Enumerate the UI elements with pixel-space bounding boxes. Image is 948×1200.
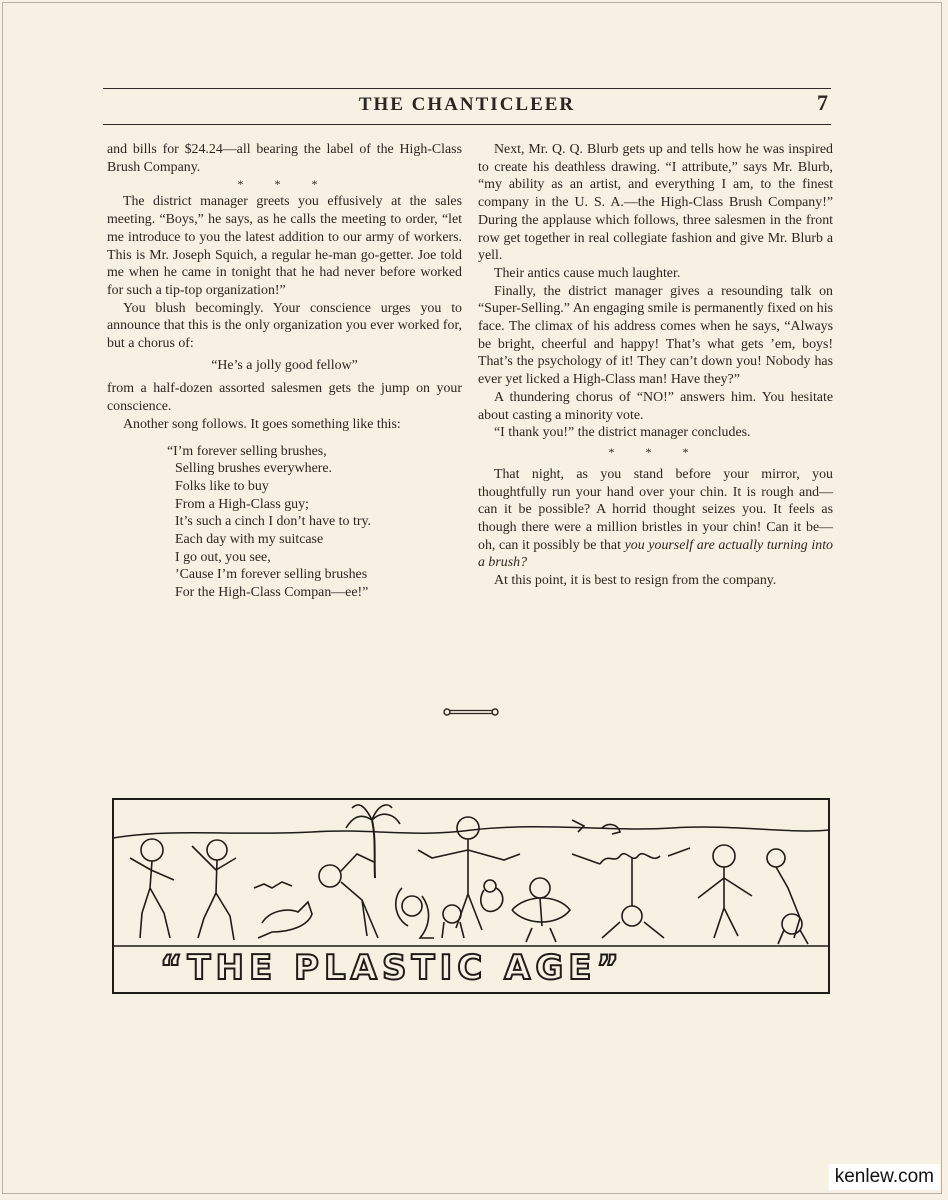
poem-line: Folks like to buy <box>175 478 269 494</box>
left-paragraph-3: You blush becomingly. Your conscience urges you to announce that this is the only organization you ever worked for, but a chorus of: <box>107 300 462 352</box>
right-paragraph-2: Their antics cause much laughter. <box>494 265 681 281</box>
ornamental-divider-icon <box>443 706 499 718</box>
watermark: kenlew.com <box>829 1164 940 1190</box>
poem-line: ’Cause I’m forever selling brushes <box>175 567 368 583</box>
poem-line: For the High-Class Compan—ee!” <box>175 585 369 601</box>
header-rule-bottom <box>103 124 831 125</box>
right-paragraph-4: A thundering chorus of “NO!” answers him. You hesitate about casting a minority vote. <box>478 389 833 423</box>
palm-tree-icon <box>346 805 400 878</box>
right-column <box>478 141 833 590</box>
right-paragraph-7: At this point, it is best to resign from the company. <box>494 573 777 589</box>
poem-line: From a High-Class guy; <box>175 496 309 512</box>
left-column <box>107 141 462 602</box>
poem-line: “I’m forever selling brushes, <box>167 443 327 459</box>
song-quote: “He’s a jolly good fellow” <box>211 357 358 373</box>
poem-line: It’s such a cinch I don’t have to try. <box>175 514 371 530</box>
right-paragraph-6 <box>478 466 833 572</box>
left-paragraph-5: Another song follows. It goes something like this: <box>123 416 401 432</box>
right-paragraph-1: Next, Mr. Q. Q. Blurb gets up and tells how he was inspired to create his deathless drawing. “I attribute,” says Mr. Blurb, “my ability as an artist, and everything I am, to the finest company in the U. S. A.—the High-Class Brush Company!” During the applause which follows, three salesmen in the front row get together in real collegiate fashion and give Mr. Blurb a yell. <box>478 142 833 264</box>
right-paragraph-3: Finally, the district manager gives a resounding talk on “Super-Selling.” An engaging smile is permanently fixed on his face. The climax of his address comes when he says, “Always be bright, cheerful and happy! That’s what gets ’em, boys! That’s the psychology of it! They can’t down you! Nobody has ever yet licked a High-Class man! Have they?” <box>478 283 833 388</box>
right-paragraph-6-italic: you yourself are actually turning into a brush? <box>478 537 833 571</box>
song-poem <box>107 443 462 602</box>
left-paragraph-4: from a half-dozen assorted salesmen gets the jump on your conscience. <box>107 381 462 415</box>
magazine-title: THE CHANTICLEER <box>358 94 576 115</box>
poem-line: Selling brushes everywhere. <box>175 461 332 477</box>
page-number: 7 <box>817 90 828 115</box>
header-rule-top <box>103 88 831 89</box>
section-break-stars: * * * <box>608 444 703 459</box>
left-paragraph-1: and bills for $24.24—all bearing the label of the High-Class Brush Company. <box>107 142 462 175</box>
illustration-caption: “THE PLASTIC AGE” <box>160 948 624 988</box>
left-paragraph-2: The district manager greets you effusively at the sales meeting. “Boys,” he says, as he calls the meeting to order, “let me introduce to you the latest addition to our army of workers. This is Mr. Joseph Squich, a regular he-man go-getter. Joe told me when he came in tonight that he had never before worked for such a tip-top organization!” <box>107 194 462 298</box>
right-paragraph-6-text: That night, as you stand before your mirror, you thoughtfully run your hand over your chin. It is rough and—can it be possible? A horrid thought seizes you. It feels as though there were a million bristles in your chin! Can it be—oh, can it possibly be that <box>478 466 833 553</box>
poem-line: Each day with my suitcase <box>175 532 324 548</box>
right-paragraph-5: “I thank you!” the district manager concludes. <box>494 425 751 441</box>
poem-line: I go out, you see, <box>175 549 271 565</box>
section-break-stars: * * * <box>237 177 332 192</box>
